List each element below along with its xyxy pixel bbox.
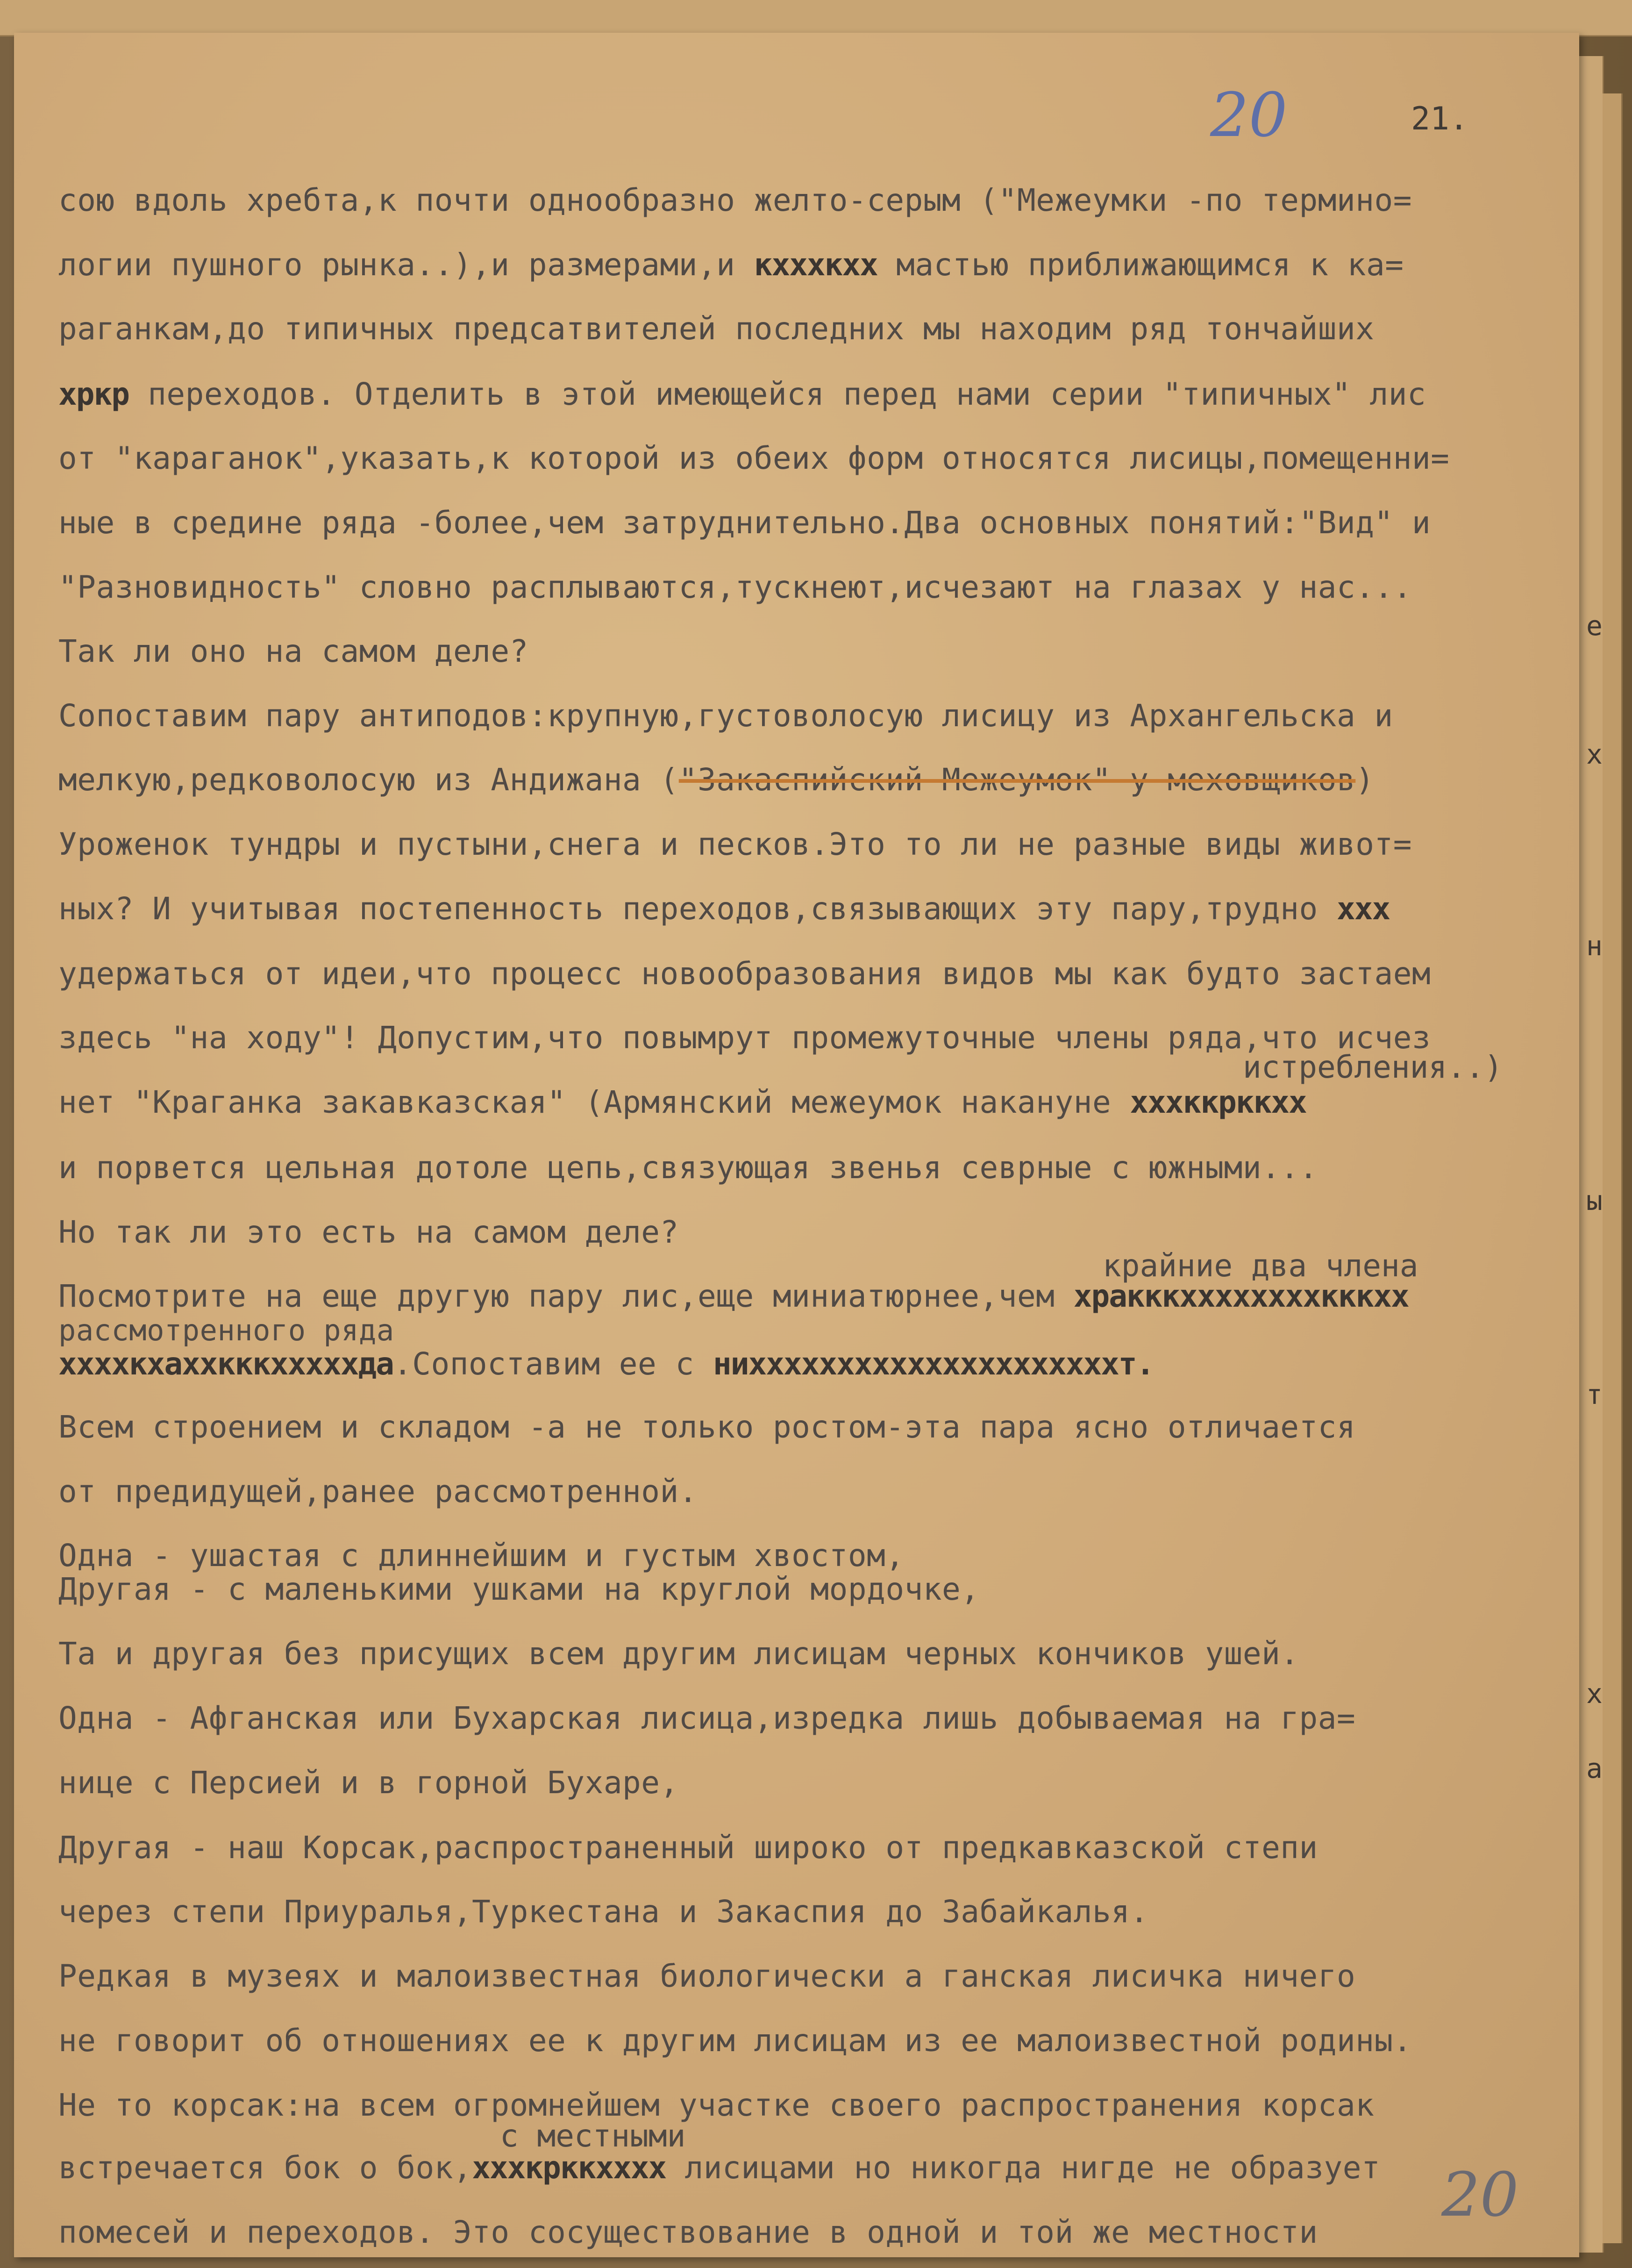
- text-line: Но так ли это есть на самом деле?: [58, 1214, 679, 1250]
- overstrike: ххх: [1337, 891, 1390, 927]
- underlying-page-letter: х: [1586, 1678, 1603, 1710]
- inserted-text: истребления..): [1243, 1049, 1503, 1085]
- text-line: Не то корсак:на всем огромнейшем участке своего распространения корсак: [58, 2087, 1375, 2123]
- text-line: Посмотрите на еще другую пару лис,еще миниатюрнее,чем хракккххххххххкккхх: [58, 1278, 1409, 1314]
- overstrike: хххккрккхх: [1130, 1084, 1306, 1120]
- text-line: сою вдоль хребта,к почти однообразно желто-серым ("Межеумки -по термино=: [58, 182, 1412, 218]
- underlying-page-letter: т: [1586, 1379, 1603, 1410]
- typed-page-number: 21.: [1411, 100, 1468, 137]
- text-line: здесь "на ходу"! Допустим,что повымрут промежуточные члены ряда,что исчез: [58, 1020, 1431, 1056]
- text-line: раганкам,до типичных предсатвителей последних мы находим ряд тончайших: [58, 311, 1375, 347]
- underlying-page-letter: н: [1586, 930, 1603, 962]
- text-line: ххххкхаххкккхххххда.Сопоставим ее с нихххххххххххххххххххххт.: [58, 1346, 1154, 1382]
- underlying-sheet-edge: [1579, 56, 1604, 2253]
- overstrike: нихххххххххххххххххххххт.: [713, 1346, 1154, 1382]
- text-line: и порвется цельная дотоле цепь,связующая звенья севрные с южными...: [58, 1150, 1318, 1186]
- text-line: нице с Персией и в горной Бухаре,: [58, 1765, 679, 1801]
- text-line: ных? И учитывая постепенность переходов,связывающих эту пару,трудно ххх: [58, 891, 1390, 927]
- text-line: "Разновидность" словно расплываются,тускнеют,исчезают на глазах у нас...: [58, 569, 1412, 605]
- text-line: мелкую,редковолосую из Андижана ("Закаспийский Межеумок" у меховщиков): [58, 762, 1375, 798]
- text-line: Другая - с маленькими ушками на круглой мордочке,: [58, 1571, 980, 1607]
- text-line: ные в средине ряда -более,чем затруднительно.Два основных понятий:"Вид" и: [58, 505, 1431, 541]
- text-line: Сопоставим пару антиподов:крупную,густоволосую лисицу из Архангельска и: [58, 698, 1393, 734]
- text-line: Та и другая без присущих всем другим лисицам черных кончиков ушей.: [58, 1636, 1299, 1672]
- text-line: не говорит об отношениях ее к другим лисицам из ее малоизвестной родины.: [58, 2023, 1412, 2059]
- text-line: от предидущей,ранее рассмотренной.: [58, 1474, 698, 1510]
- overstrike: хркр: [58, 376, 129, 412]
- text-line: Всем строением и складом -а не только ростом-эта пара ясно отличается: [58, 1409, 1356, 1445]
- overstrike: ххххкхаххкккхххххда: [58, 1346, 393, 1382]
- overstrike: хххкрккхххх: [472, 2150, 666, 2186]
- text-line: логии пушного рынка..),и размерами,и кхххкхх мастью приближающимся к ка=: [58, 247, 1404, 283]
- underlying-page-letter: е: [1586, 610, 1603, 642]
- handwritten-corner-mark: 20: [1441, 2159, 1519, 2230]
- text-line: Другая - наш Корсак,распространенный широко от предкавказской степи: [58, 1830, 1318, 1866]
- overstrike: хракккххххххххкккхх: [1073, 1278, 1409, 1314]
- text-line: Уроженок тундры и пустыни,снега и песков.Это то ли не разные виды живот=: [58, 826, 1412, 862]
- text-line: Так ли оно на самом деле?: [58, 633, 528, 669]
- underlying-sheet-top: [0, 0, 1632, 36]
- text-line: Одна - ушастая с длиннейшим и густым хвостом,: [58, 1538, 905, 1574]
- text-line: встречается бок о бок,хххкрккхххх лисицами но никогда нигде не образует: [58, 2150, 1381, 2186]
- text-line: помесей и переходов. Это сосуществование в одной и той же местности: [58, 2214, 1318, 2250]
- underlying-page-letter: ы: [1586, 1185, 1603, 1216]
- text-line: хркр переходов. Отделить в этой имеющейся перед нами серии "типичных" лис: [58, 376, 1426, 412]
- text-line: рассмотренного ряда: [58, 1313, 394, 1347]
- text-line: удержаться от идеи,что процесс новообразования видов мы как будто застаем: [58, 956, 1431, 992]
- handwritten-page-number: 20: [1210, 79, 1288, 150]
- text-line: нет "Краганка закавказская" (Армянский межеумок накануне хххккрккхх: [58, 1084, 1306, 1120]
- text-line: через степи Приуралья,Туркестана и Закаспия до Забайкалья.: [58, 1894, 1149, 1930]
- document-page: [14, 33, 1579, 2257]
- text-line: от "караганок",указать,к которой из обеих форм относятся лисицы,помещенни=: [58, 440, 1450, 476]
- inserted-text: крайние два члена: [1103, 1248, 1418, 1284]
- text-line: Одна - Афганская или Бухарская лисица,изредка лишь добываемая на гра=: [58, 1700, 1356, 1736]
- text-line: Редкая в музеях и малоизвестная биологически а ганская лисичка ничего: [58, 1958, 1356, 1994]
- overstrike: кхххкхх: [754, 247, 877, 283]
- underlying-page-letter: х: [1586, 738, 1603, 770]
- underlying-page-letter: а: [1586, 1753, 1603, 1784]
- struck-phrase: "Закаспийский Межеумок" у меховщиков: [678, 762, 1356, 798]
- underlying-sheet-edge: [1603, 93, 1623, 2243]
- inserted-text: с местными: [500, 2118, 686, 2154]
